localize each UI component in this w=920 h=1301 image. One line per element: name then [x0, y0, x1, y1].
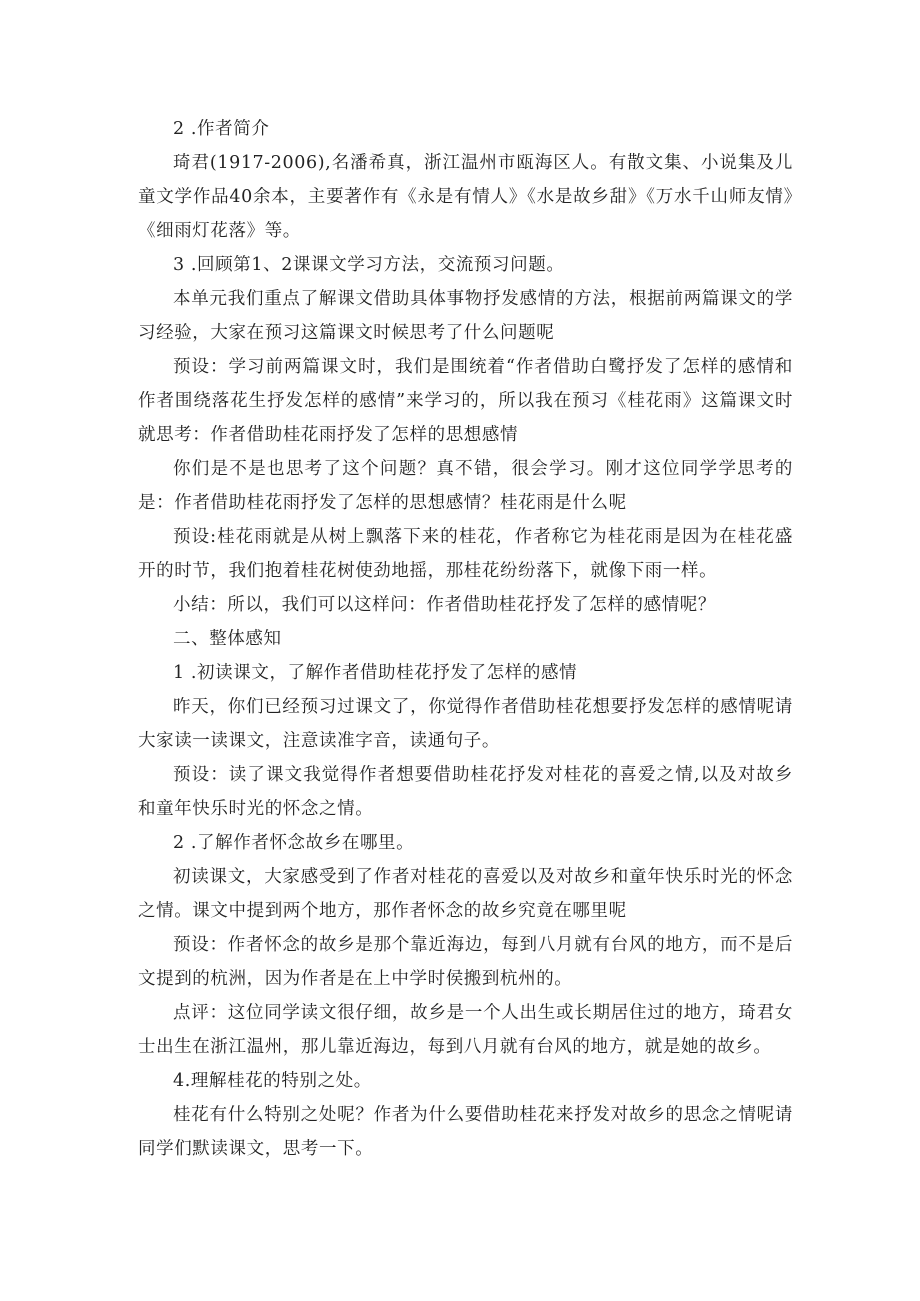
paragraph-summary: 小结：所以，我们可以这样问：作者借助桂花抒发了怎样的感情呢？: [173, 595, 716, 615]
paragraph-preset-2: 预设:桂花雨就是从树上飘落下来的桂花，作者称它为桂花雨是因为在桂花盛开的时节，我们抱着桂花树使劲地摇，那桂花纷纷落下，就像下雨一样。: [138, 527, 793, 581]
paragraph-osmanthus-question: 桂花有什么特别之处呢？作者为什么要借助桂花来抒发对故乡的思念之情呢请同学们默读课文，思考一下。: [138, 1105, 793, 1159]
section-heading-first-read: 1 .初读课文，了解作者借助桂花抒发了怎样的感情: [173, 663, 578, 683]
section-heading-osmanthus: 4.理解桂花的特别之处。: [173, 1071, 372, 1091]
paragraph-preset-3: 预设：读了课文我觉得作者想要借助桂花抒发对桂花的喜爱之情,以及对故乡和童年快乐时光的怀念之情。: [138, 765, 793, 819]
section-heading-author-intro: 2 .作者简介: [173, 119, 270, 139]
section-heading-review: 3 .回顾第1、2课课文学习方法，交流预习问题。: [173, 255, 565, 275]
paragraph-comment: 点评：这位同学读文很仔细，故乡是一个人出生或长期居住过的地方，琦君女士出生在浙江温州，那儿靠近海边，每到八月就有台风的地方，就是她的故乡。: [138, 1003, 793, 1057]
paragraph-question: 你们是不是也思考了这个问题？真不错，很会学习。刚才这位同学学思考的是：作者借助桂花雨抒发了怎样的思想感情？桂花雨是什么呢: [138, 459, 793, 513]
paragraph-preset-1: 预设：学习前两篇课文时，我们是围统着“作者借助白鹭抒发了怎样的感情和作者围绕落花生抒发怎样的感情”来学习的，所以我在预习《桂花雨》这篇课文时就思考：作者借助桂花雨抒发了怎样的思想感情: [138, 357, 793, 445]
paragraph-preset-4: 预设：作者怀念的故乡是那个靠近海边，每到八月就有台风的地方，而不是后文提到的杭洲，因为作者是在上中学时侯搬到杭州的。: [138, 935, 793, 989]
paragraph-first-read-feeling: 初读课文，大家感受到了作者对桂花的喜爱以及对故乡和童年快乐时光的怀念之情。课文中提到两个地方，那作者怀念的故乡究竟在哪里呢: [138, 867, 793, 921]
paragraph-yesterday: 昨天，你们已经预习过课文了，你觉得作者借助桂花想要抒发怎样的感情呢请大家读一读课文，注意读准字音，读通句子。: [138, 697, 793, 751]
section-heading-hometown: 2 .了解作者怀念故乡在哪里。: [173, 833, 415, 853]
section-heading-overall: 二、整体感知: [173, 629, 282, 649]
paragraph-unit-focus: 本单元我们重点了解课文借助具体事物抒发感情的方法，根据前两篇课文的学习经验，大家在预习这篇课文时候思考了什么问题呢: [138, 289, 793, 343]
paragraph-author-bio: 琦君(1917-2006),名潘希真，浙江温州市瓯海区人。有散文集、小说集及儿童文学作品40余本，主要著作有《永是有情人》《水是故乡甜》《万水千山师友情》《细雨灯花落》等。: [138, 153, 793, 241]
document-page: [138, 112, 793, 1166]
